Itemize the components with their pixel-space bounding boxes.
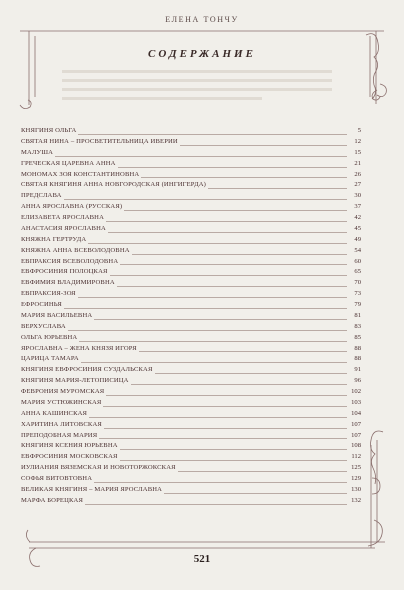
dot-leader — [120, 264, 347, 265]
toc-entry-page: 88 — [354, 355, 361, 363]
toc-entry — [21, 431, 361, 442]
toc-entry-title: СВЯТАЯ КНЯГИНЯ АННА НОВГОРОДСКАЯ (ИНГИГЕРДА) — [21, 181, 206, 189]
page-title: СОДЕРЖАНИЕ — [148, 48, 256, 60]
dot-leader — [108, 232, 347, 233]
toc-entry-title: ЯРОСЛАВНА – ЖЕНА КНЯЗЯ ИГОРЯ — [21, 344, 137, 352]
dot-leader — [55, 156, 347, 157]
toc-entry-page: 65 — [354, 268, 361, 276]
dot-leader — [124, 210, 347, 211]
dot-leader — [164, 493, 347, 494]
toc-entry — [21, 387, 361, 398]
toc-entry-title: ЦАРИЦА ТАМАРА — [21, 355, 79, 363]
dot-leader — [94, 319, 347, 320]
toc-entry-title: АНАСТАСИЯ ЯРОСЛАВНА — [21, 224, 106, 232]
toc-entry-page: 60 — [354, 257, 361, 265]
toc-entry-title: КНЯГИНЯ МАРИЯ-ЛЕТОПИСИЦА — [21, 377, 129, 385]
toc-entry-page: 70 — [354, 279, 361, 287]
toc-entry-page: 30 — [354, 192, 361, 200]
toc-entry-page: 125 — [351, 464, 361, 472]
toc-entry-page: 12 — [354, 137, 361, 145]
toc-entry-title: МАРИЯ ВАСИЛЬЕВНА — [21, 311, 93, 319]
toc-entry-page: 26 — [354, 170, 361, 178]
toc-entry-page: 102 — [351, 388, 361, 395]
toc-entry — [21, 159, 361, 170]
dot-leader — [78, 134, 347, 135]
toc-entry-title: АННА ЯРОСЛАВНА (РУССКАЯ) — [21, 203, 123, 211]
toc-entry — [21, 278, 361, 289]
dot-leader — [99, 438, 347, 439]
toc-entry — [21, 213, 361, 224]
dot-leader — [104, 428, 347, 429]
toc-entry-title: СОФЬЯ ВИТОВТОВНА — [21, 475, 93, 482]
toc-entry-title: ЕВФРОСИНИЯ МОСКОВСКАЯ — [21, 453, 118, 461]
dot-leader — [180, 145, 347, 146]
toc-entry-page: 107 — [351, 420, 361, 428]
toc-entry — [21, 170, 361, 181]
toc-entry — [21, 474, 361, 485]
toc-entry-page: 108 — [351, 442, 361, 450]
toc-entry-page: 73 — [354, 290, 361, 298]
toc-entry — [21, 202, 361, 213]
dot-leader — [89, 417, 347, 418]
toc-entry-title: ОЛЬГА ЮРЬЕВНА — [21, 333, 78, 341]
toc-entry — [21, 267, 361, 278]
dot-leader — [118, 167, 347, 168]
dot-leader — [79, 341, 347, 342]
toc-entry — [21, 354, 361, 365]
toc-entry-title: МАРФА БОРЕЦКАЯ — [21, 496, 84, 504]
toc-entry-title: КНЯГИНЯ ОЛЬГА — [21, 127, 77, 134]
toc-entry-title: ЕВПРАКСИЯ-ЗОЯ — [21, 290, 76, 298]
toc-entry-title: ВЕРХУСЛАВА — [21, 322, 66, 330]
toc-entry-title: МАРИЯ УСТЮЖИНСКАЯ — [21, 398, 102, 406]
toc-entry — [21, 191, 361, 202]
dot-leader — [103, 406, 347, 407]
toc-entry-title: КНЯЖНА АННА ВСЕВОЛОДОВНА — [21, 246, 130, 254]
dot-leader — [110, 275, 347, 276]
toc-entry-title: ЕВФИМИЯ ВЛАДИМИРОВНА — [21, 279, 115, 287]
toc-entry-title: ЕВФРОСИНИЯ ПОЛОЦКАЯ — [21, 268, 108, 276]
toc-entry-page: 91 — [354, 366, 361, 374]
faded-text-line — [62, 70, 332, 73]
toc-entry-page: 104 — [351, 409, 361, 417]
dot-leader — [120, 449, 347, 450]
toc-entry-page: 88 — [354, 344, 361, 352]
dot-leader — [139, 351, 347, 352]
toc-entry-title: ИУЛИАНИЯ ВЯЗЕМСКАЯ И НОВОТОРЖОКСКАЯ — [21, 464, 176, 472]
dot-leader — [94, 482, 347, 483]
dot-leader — [155, 373, 348, 374]
dot-leader — [208, 188, 347, 189]
dot-leader — [88, 243, 347, 244]
toc-entry-title: АННА КАШИНСКАЯ — [21, 409, 88, 417]
toc-entry — [21, 376, 361, 387]
dot-leader — [131, 384, 347, 385]
toc-entry — [21, 420, 361, 431]
toc-entry-title: ЕВПРАКСИЯ ВСЕВОЛОДОВНА — [21, 257, 119, 265]
toc-entry-page: 79 — [354, 301, 361, 308]
toc-entry-title: ВЕЛИКАЯ КНЯГИНЯ – МАРИЯ ЯРОСЛАВНА — [21, 485, 163, 493]
toc-entry — [21, 333, 361, 344]
toc-entry — [21, 300, 361, 311]
toc-entry — [21, 257, 361, 268]
faded-text-line — [62, 88, 332, 91]
toc-entry — [21, 246, 361, 257]
dot-leader — [85, 504, 347, 505]
toc-entry-page: 49 — [354, 235, 361, 243]
toc-entry — [21, 496, 361, 507]
toc-entry — [21, 289, 361, 300]
toc-entry-title: КНЯГИНЯ ЕВФРОСИНИЯ СУЗДАЛЬСКАЯ — [21, 366, 153, 374]
dot-leader — [64, 308, 347, 309]
toc-entry-title: ГРЕЧЕСКАЯ ЦАРЕВНА АННА — [21, 159, 116, 167]
toc-entry-title: КНЯЖНА ГЕРТРУДА — [21, 235, 87, 243]
toc-entry-page: 85 — [354, 333, 361, 341]
toc-entry — [21, 398, 361, 409]
toc-entry — [21, 180, 361, 191]
toc-entry-page: 130 — [351, 485, 361, 493]
toc-entry-title: КНЯГИНЯ КСЕНИЯ ЮРЬЕВНА — [21, 442, 118, 450]
toc-entry-title: ХАРИТИНА ЛИТОВСКАЯ — [21, 420, 102, 428]
dot-leader — [78, 297, 347, 298]
toc-entry — [21, 452, 361, 463]
table-of-contents — [21, 126, 361, 507]
toc-entry — [21, 441, 361, 452]
toc-entry-page: 96 — [354, 377, 361, 385]
toc-entry-title: ЕЛИЗАВЕТА ЯРОСЛАВНА — [21, 214, 105, 221]
toc-entry — [21, 148, 361, 159]
dot-leader — [141, 177, 347, 178]
toc-entry-title: ЕФРОСИНЬЯ — [21, 301, 62, 308]
faded-text-line — [62, 79, 332, 82]
toc-entry — [21, 409, 361, 420]
toc-entry-page: 27 — [354, 181, 361, 189]
dot-leader — [178, 471, 347, 472]
toc-entry — [21, 322, 361, 333]
toc-entry-page: 112 — [351, 453, 361, 461]
toc-entry-page: 5 — [357, 127, 361, 134]
toc-entry-title: СВЯТАЯ НИНА – ПРОСВЕТИТЕЛЬНИЦА ИВЕРИИ — [21, 137, 178, 145]
toc-entry-page: 129 — [351, 475, 361, 482]
toc-entry-title: МОНОМАХ ЗОЯ КОНСТАНТИНОВНА — [21, 170, 140, 178]
toc-entry-page: 107 — [351, 431, 361, 439]
toc-entry-title: МАЛУША — [21, 148, 54, 156]
toc-entry-page: 45 — [354, 224, 361, 232]
toc-entry — [21, 311, 361, 322]
toc-entry — [21, 485, 361, 496]
toc-entry-title: ПРЕПОДОБНАЯ МАРИЯ — [21, 431, 98, 439]
toc-entry — [21, 137, 361, 148]
dot-leader — [117, 286, 347, 287]
toc-entry — [21, 365, 361, 376]
toc-entry-title: ПРЕДСЛАВА — [21, 192, 62, 200]
toc-entry-page: 37 — [354, 203, 361, 211]
toc-entry — [21, 344, 361, 355]
dot-leader — [81, 362, 347, 363]
dot-leader — [106, 221, 347, 222]
toc-entry-page: 132 — [351, 496, 361, 504]
dot-leader — [68, 330, 347, 331]
toc-entry-page: 15 — [354, 148, 361, 156]
toc-entry — [21, 463, 361, 474]
dot-leader — [106, 395, 347, 396]
toc-entry-page: 54 — [354, 246, 361, 254]
toc-entry-title: ФЕВРОНИЯ МУРОМСКАЯ — [21, 388, 105, 395]
dot-leader — [132, 254, 347, 255]
faded-text-line — [62, 97, 262, 100]
toc-entry — [21, 224, 361, 235]
toc-entry-page: 21 — [354, 159, 361, 167]
page-number: 521 — [193, 553, 211, 565]
toc-entry — [21, 235, 361, 246]
dot-leader — [64, 199, 347, 200]
dot-leader — [120, 460, 347, 461]
toc-entry-page: 103 — [351, 398, 361, 406]
running-head-author: ЕЛЕНА ТОНЧУ — [165, 15, 239, 24]
toc-entry — [21, 126, 361, 137]
toc-entry-page: 42 — [354, 214, 361, 221]
toc-entry-page: 81 — [354, 311, 361, 319]
toc-entry-page: 83 — [354, 322, 361, 330]
